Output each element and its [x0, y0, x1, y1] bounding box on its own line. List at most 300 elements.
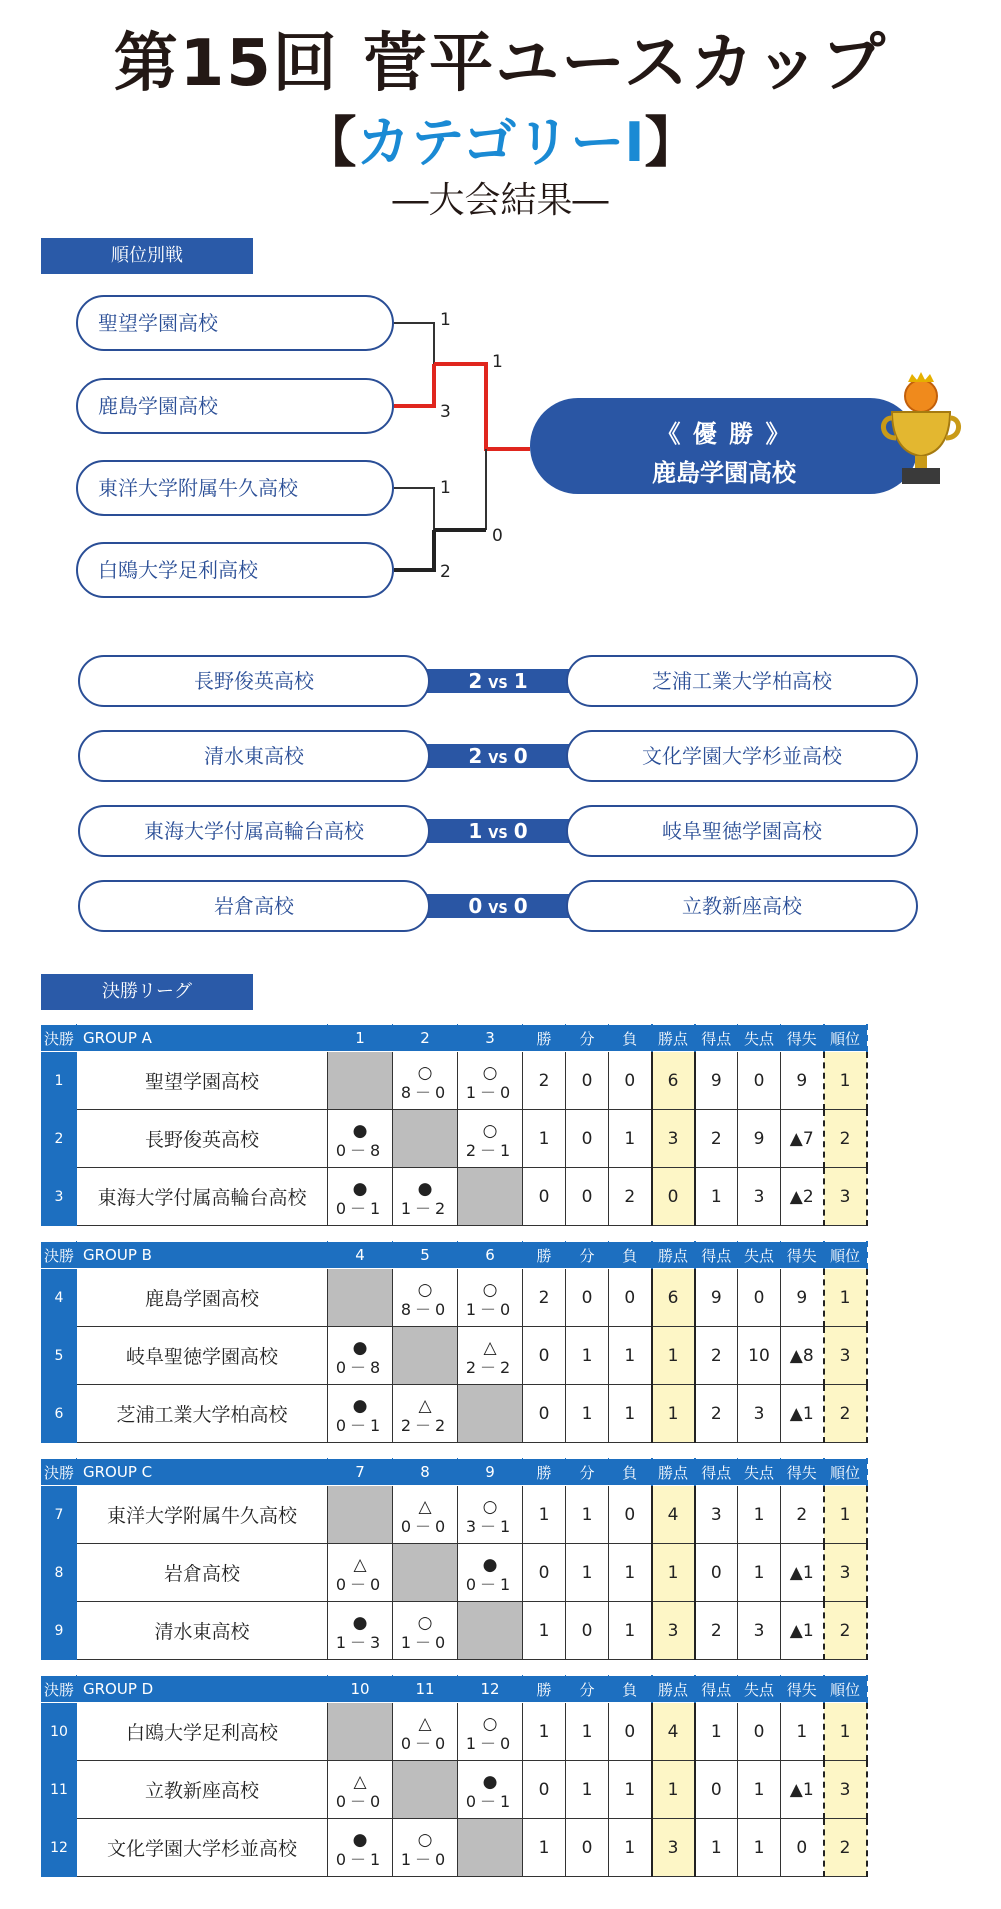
- result-score: 0－0: [400, 1733, 450, 1753]
- self-cell: [328, 1052, 393, 1110]
- stat-value: 1: [652, 1761, 695, 1819]
- match-right-team: 文化学園大学杉並高校: [566, 730, 918, 782]
- header-stat: 分: [566, 1459, 609, 1486]
- stat-value: 1: [738, 1544, 781, 1602]
- header-stat: 勝: [523, 1242, 566, 1269]
- self-cell: [458, 1168, 523, 1226]
- result-symbol: ○: [482, 1713, 498, 1734]
- header-stat: 勝: [523, 1025, 566, 1052]
- stat-value: 1: [609, 1602, 652, 1660]
- result-symbol: ○: [417, 1829, 433, 1850]
- match-score: 2 VS 0: [468, 744, 528, 768]
- stat-value: 3: [695, 1486, 738, 1544]
- stat-value: ▲1: [781, 1602, 824, 1660]
- stat-value: 1: [609, 1327, 652, 1385]
- stat-value: 1: [523, 1703, 566, 1761]
- result-symbol: △: [483, 1337, 497, 1358]
- table-row: [42, 1327, 867, 1385]
- result-score: 1－0: [465, 1299, 515, 1319]
- match-result: [328, 1819, 393, 1877]
- match-result: [458, 1052, 523, 1110]
- result-symbol: ○: [482, 1120, 498, 1141]
- header-opponent-no: 8: [393, 1459, 458, 1486]
- header-stat: 勝: [523, 1676, 566, 1703]
- match-result: [328, 1110, 393, 1168]
- header-stat: 失点: [738, 1242, 781, 1269]
- header-opponent-no: 9: [458, 1459, 523, 1486]
- match-result: [393, 1703, 458, 1761]
- stat-value: 2: [523, 1269, 566, 1327]
- match-result: [328, 1544, 393, 1602]
- stat-value: 1: [695, 1703, 738, 1761]
- match-left-team: 長野俊英高校: [78, 655, 430, 707]
- team-number: 1: [42, 1052, 77, 1110]
- stat-value: 2: [695, 1385, 738, 1443]
- team-number: 5: [42, 1327, 77, 1385]
- self-cell: [458, 1819, 523, 1877]
- header-stat: 得失: [781, 1459, 824, 1486]
- result-symbol: △: [353, 1554, 367, 1575]
- self-cell: [458, 1602, 523, 1660]
- stat-value: 3: [824, 1761, 867, 1819]
- match-result: [393, 1486, 458, 1544]
- header-kessho: 決勝: [42, 1242, 77, 1269]
- league-table-group-d: [41, 1675, 868, 1877]
- stat-value: 1: [609, 1544, 652, 1602]
- league-table-group-a: [41, 1024, 868, 1226]
- match-result: [458, 1703, 523, 1761]
- match-result: [328, 1385, 393, 1443]
- stat-value: 3: [652, 1602, 695, 1660]
- stat-value: 1: [609, 1110, 652, 1168]
- header-stat: 勝点: [652, 1459, 695, 1486]
- stat-value: 6: [652, 1269, 695, 1327]
- match-score: 2 VS 1: [468, 669, 528, 693]
- result-score: 1－3: [335, 1632, 385, 1652]
- stat-value: 3: [824, 1168, 867, 1226]
- table-row: [42, 1110, 867, 1168]
- stat-value: 3: [824, 1327, 867, 1385]
- stat-value: 0: [566, 1052, 609, 1110]
- result-symbol: ●: [352, 1178, 368, 1199]
- stat-value: 0: [609, 1052, 652, 1110]
- stat-value: 1: [523, 1486, 566, 1544]
- stat-value: 0: [738, 1269, 781, 1327]
- stat-value: 2: [695, 1110, 738, 1168]
- result-symbol: ●: [352, 1337, 368, 1358]
- self-cell: [393, 1761, 458, 1819]
- match-row-3: [78, 805, 918, 857]
- result-score: 0－0: [335, 1791, 385, 1811]
- stat-value: 0: [695, 1761, 738, 1819]
- self-cell: [393, 1544, 458, 1602]
- result-score: 0－0: [400, 1516, 450, 1536]
- result-score: 0－1: [465, 1574, 515, 1594]
- table-row: [42, 1819, 867, 1877]
- stat-value: 2: [824, 1110, 867, 1168]
- stat-value: 0: [523, 1168, 566, 1226]
- stat-value: 1: [566, 1486, 609, 1544]
- bracket-score-3: 1: [440, 478, 451, 498]
- team-name: 文化学園大学杉並高校: [77, 1819, 328, 1877]
- stat-value: 1: [609, 1385, 652, 1443]
- team-name: 東洋大学附属牛久高校: [77, 1486, 328, 1544]
- stat-value: ▲1: [781, 1761, 824, 1819]
- stat-value: 4: [652, 1486, 695, 1544]
- trophy-icon: [878, 372, 964, 488]
- result-symbol: ○: [482, 1062, 498, 1083]
- self-cell: [458, 1385, 523, 1443]
- stat-value: 1: [566, 1544, 609, 1602]
- self-cell: [328, 1486, 393, 1544]
- header-stat: 失点: [738, 1025, 781, 1052]
- team-name: 岩倉高校: [77, 1544, 328, 1602]
- match-right-team: 芝浦工業大学柏高校: [566, 655, 918, 707]
- stat-value: 1: [609, 1819, 652, 1877]
- stat-value: 1: [738, 1819, 781, 1877]
- stat-value: ▲2: [781, 1168, 824, 1226]
- team-number: 8: [42, 1544, 77, 1602]
- match-result: [328, 1168, 393, 1226]
- self-cell: [393, 1327, 458, 1385]
- bracket-team-4: 白鴎大学足利高校: [76, 542, 394, 598]
- stat-value: 2: [609, 1168, 652, 1226]
- bracket-score-2: 3: [440, 402, 451, 422]
- result-symbol: △: [353, 1771, 367, 1792]
- result-symbol: ●: [352, 1395, 368, 1416]
- stat-value: ▲1: [781, 1385, 824, 1443]
- table-row: [42, 1385, 867, 1443]
- stat-value: 0: [523, 1327, 566, 1385]
- self-cell: [393, 1110, 458, 1168]
- header-stat: 失点: [738, 1459, 781, 1486]
- header-stat: 負: [609, 1242, 652, 1269]
- team-name: 鹿島学園高校: [77, 1269, 328, 1327]
- header-opponent-no: 11: [393, 1676, 458, 1703]
- stat-value: 0: [781, 1819, 824, 1877]
- result-symbol: △: [418, 1395, 432, 1416]
- header-opponent-no: 4: [328, 1242, 393, 1269]
- stat-value: 1: [824, 1052, 867, 1110]
- team-name: 聖望学園高校: [77, 1052, 328, 1110]
- result-score: 0－1: [335, 1198, 385, 1218]
- self-cell: [328, 1703, 393, 1761]
- result-score: 2－2: [400, 1415, 450, 1435]
- result-score: 0－8: [335, 1140, 385, 1160]
- stat-value: 0: [566, 1168, 609, 1226]
- match-result: [393, 1052, 458, 1110]
- header-stat: 得失: [781, 1242, 824, 1269]
- match-result: [458, 1327, 523, 1385]
- stat-value: 1: [781, 1703, 824, 1761]
- result-symbol: ○: [482, 1496, 498, 1517]
- team-number: 4: [42, 1269, 77, 1327]
- stat-value: 2: [824, 1819, 867, 1877]
- semi-score-1: 1: [492, 352, 503, 372]
- header-stat: 順位: [824, 1676, 867, 1703]
- stat-value: 0: [695, 1544, 738, 1602]
- stat-value: 1: [695, 1168, 738, 1226]
- stat-value: 9: [695, 1052, 738, 1110]
- stat-value: 1: [566, 1385, 609, 1443]
- result-score: 1－0: [400, 1849, 450, 1869]
- team-number: 9: [42, 1602, 77, 1660]
- header-stat: 得点: [695, 1242, 738, 1269]
- team-number: 3: [42, 1168, 77, 1226]
- page-title: 第15回 菅平ユースカップ: [113, 27, 888, 101]
- stat-value: 1: [652, 1327, 695, 1385]
- header-opponent-no: 5: [393, 1242, 458, 1269]
- stat-value: 1: [566, 1703, 609, 1761]
- match-left-team: 岩倉高校: [78, 880, 430, 932]
- stat-value: 1: [738, 1486, 781, 1544]
- match-row-4: [78, 880, 918, 932]
- stat-value: ▲8: [781, 1327, 824, 1385]
- result-score: 1－0: [465, 1082, 515, 1102]
- self-cell: [328, 1269, 393, 1327]
- result-score: 0－8: [335, 1357, 385, 1377]
- stat-value: 0: [566, 1819, 609, 1877]
- stat-value: 1: [566, 1327, 609, 1385]
- team-name: 長野俊英高校: [77, 1110, 328, 1168]
- result-score: 0－1: [465, 1791, 515, 1811]
- match-left-team: 清水東高校: [78, 730, 430, 782]
- result-heading: ―大会結果―: [392, 180, 609, 221]
- header-stat: 勝点: [652, 1025, 695, 1052]
- match-result: [393, 1819, 458, 1877]
- stat-value: 3: [652, 1819, 695, 1877]
- match-result: [393, 1385, 458, 1443]
- result-score: 1－0: [400, 1632, 450, 1652]
- header-opponent-no: 2: [393, 1025, 458, 1052]
- header-stat: 得失: [781, 1676, 824, 1703]
- result-symbol: ○: [482, 1279, 498, 1300]
- match-score: 1 VS 0: [468, 819, 528, 843]
- stat-value: 3: [738, 1602, 781, 1660]
- header-stat: 勝点: [652, 1242, 695, 1269]
- header-kessho: 決勝: [42, 1459, 77, 1486]
- table-row: [42, 1052, 867, 1110]
- header-stat: 勝: [523, 1459, 566, 1486]
- match-left-team: 東海大学付属高輪台高校: [78, 805, 430, 857]
- result-score: 1－2: [400, 1198, 450, 1218]
- header-stat: 負: [609, 1676, 652, 1703]
- stat-value: 0: [609, 1703, 652, 1761]
- stat-value: 2: [695, 1327, 738, 1385]
- stat-value: 1: [824, 1703, 867, 1761]
- league-table-group-b: [41, 1241, 868, 1443]
- bracket-team-1: 聖望学園高校: [76, 295, 394, 351]
- stat-value: 2: [523, 1052, 566, 1110]
- table-row: [42, 1544, 867, 1602]
- stat-value: ▲7: [781, 1110, 824, 1168]
- result-symbol: △: [418, 1713, 432, 1734]
- table-row: [42, 1761, 867, 1819]
- team-name: 芝浦工業大学柏高校: [77, 1385, 328, 1443]
- stat-value: 0: [523, 1761, 566, 1819]
- match-result: [328, 1761, 393, 1819]
- bracket-team-2: 鹿島学園高校: [76, 378, 394, 434]
- header-opponent-no: 1: [328, 1025, 393, 1052]
- result-score: 3－1: [465, 1516, 515, 1536]
- header-stat: 負: [609, 1025, 652, 1052]
- match-score: 0 VS 0: [468, 894, 528, 918]
- stat-value: 9: [781, 1052, 824, 1110]
- stat-value: 0: [609, 1486, 652, 1544]
- stat-value: 2: [824, 1385, 867, 1443]
- result-score: 0－1: [335, 1849, 385, 1869]
- stat-value: 0: [652, 1168, 695, 1226]
- semi-score-2: 0: [492, 526, 503, 546]
- stat-value: 0: [566, 1110, 609, 1168]
- champion-label: 《 優 勝 》: [656, 420, 792, 448]
- header-stat: 順位: [824, 1242, 867, 1269]
- match-row-1: [78, 655, 918, 707]
- league-table-group-c: [41, 1458, 868, 1660]
- stat-value: 1: [652, 1544, 695, 1602]
- header-stat: 得点: [695, 1025, 738, 1052]
- match-result: [393, 1602, 458, 1660]
- team-number: 10: [42, 1703, 77, 1761]
- result-symbol: ●: [352, 1829, 368, 1850]
- match-result: [328, 1602, 393, 1660]
- result-symbol: ●: [352, 1612, 368, 1633]
- table-row: [42, 1703, 867, 1761]
- result-score: 0－1: [335, 1415, 385, 1435]
- stat-value: 1: [523, 1602, 566, 1660]
- match-row-2: [78, 730, 918, 782]
- match-result: [458, 1486, 523, 1544]
- bracket-left: 【: [302, 111, 357, 174]
- header-opponent-no: 12: [458, 1676, 523, 1703]
- team-number: 12: [42, 1819, 77, 1877]
- header-opponent-no: 6: [458, 1242, 523, 1269]
- header-stat: 順位: [824, 1025, 867, 1052]
- header-opponent-no: 3: [458, 1025, 523, 1052]
- stat-value: ▲1: [781, 1544, 824, 1602]
- team-name: 清水東高校: [77, 1602, 328, 1660]
- result-score: 1－0: [465, 1733, 515, 1753]
- result-score: 0－0: [335, 1574, 385, 1594]
- team-name: 東海大学付属高輪台高校: [77, 1168, 328, 1226]
- match-right-team: 立教新座高校: [566, 880, 918, 932]
- section-league: 決勝リーグ: [41, 974, 253, 1010]
- match-result: [458, 1110, 523, 1168]
- header-stat: 順位: [824, 1459, 867, 1486]
- category-name: カテゴリーⅠ: [356, 111, 645, 174]
- table-row: [42, 1602, 867, 1660]
- stat-value: 3: [738, 1168, 781, 1226]
- team-name: 岐阜聖徳学園高校: [77, 1327, 328, 1385]
- section-ranking: 順位別戦: [41, 238, 253, 274]
- stat-value: 9: [781, 1269, 824, 1327]
- match-result: [393, 1269, 458, 1327]
- header-kessho: 決勝: [42, 1025, 77, 1052]
- stat-value: 1: [609, 1761, 652, 1819]
- header-stat: 得点: [695, 1676, 738, 1703]
- table-row: [42, 1486, 867, 1544]
- stat-value: 1: [824, 1269, 867, 1327]
- header-opponent-no: 7: [328, 1459, 393, 1486]
- result-score: 2－2: [465, 1357, 515, 1377]
- group-name: GROUP A: [77, 1025, 328, 1052]
- stat-value: 1: [566, 1761, 609, 1819]
- result-symbol: ●: [417, 1178, 433, 1199]
- header-stat: 分: [566, 1025, 609, 1052]
- header-stat: 得失: [781, 1025, 824, 1052]
- header-kessho: 決勝: [42, 1676, 77, 1703]
- result-symbol: ●: [482, 1771, 498, 1792]
- stat-value: 1: [523, 1819, 566, 1877]
- stat-value: 2: [695, 1602, 738, 1660]
- group-name: GROUP D: [77, 1676, 328, 1703]
- stat-value: 0: [609, 1269, 652, 1327]
- stat-value: 3: [652, 1110, 695, 1168]
- table-row: [42, 1168, 867, 1226]
- result-symbol: ●: [482, 1554, 498, 1575]
- stat-value: 3: [824, 1544, 867, 1602]
- header-stat: 分: [566, 1676, 609, 1703]
- result-score: 2－1: [465, 1140, 515, 1160]
- team-number: 2: [42, 1110, 77, 1168]
- group-name: GROUP C: [77, 1459, 328, 1486]
- stat-value: 1: [738, 1761, 781, 1819]
- header-stat: 得点: [695, 1459, 738, 1486]
- match-result: [328, 1327, 393, 1385]
- stat-value: 0: [738, 1052, 781, 1110]
- stat-value: 1: [523, 1110, 566, 1168]
- header-opponent-no: 10: [328, 1676, 393, 1703]
- team-number: 6: [42, 1385, 77, 1443]
- stat-value: 0: [523, 1385, 566, 1443]
- match-result: [458, 1761, 523, 1819]
- header-stat: 負: [609, 1459, 652, 1486]
- result-symbol: ●: [352, 1120, 368, 1141]
- header-stat: 失点: [738, 1676, 781, 1703]
- team-number: 7: [42, 1486, 77, 1544]
- table-row: [42, 1269, 867, 1327]
- champion-box: [530, 398, 918, 494]
- bracket-score-1: 1: [440, 310, 451, 330]
- stat-value: 0: [523, 1544, 566, 1602]
- match-result: [458, 1269, 523, 1327]
- match-result: [393, 1168, 458, 1226]
- stat-value: 2: [824, 1602, 867, 1660]
- stat-value: 9: [738, 1110, 781, 1168]
- bracket-right: 】: [644, 111, 699, 174]
- match-right-team: 岐阜聖徳学園高校: [566, 805, 918, 857]
- stat-value: 1: [652, 1385, 695, 1443]
- result-symbol: ○: [417, 1612, 433, 1633]
- bracket-score-4: 2: [440, 562, 451, 582]
- result-symbol: ○: [417, 1062, 433, 1083]
- stat-value: 6: [652, 1052, 695, 1110]
- match-result: [458, 1544, 523, 1602]
- header-stat: 分: [566, 1242, 609, 1269]
- stat-value: 0: [566, 1602, 609, 1660]
- result-symbol: ○: [417, 1279, 433, 1300]
- stat-value: 3: [738, 1385, 781, 1443]
- champion-team: 鹿島学園高校: [652, 459, 796, 487]
- stat-value: 0: [566, 1269, 609, 1327]
- team-name: 立教新座高校: [77, 1761, 328, 1819]
- stat-value: 1: [824, 1486, 867, 1544]
- result-score: 8－0: [400, 1082, 450, 1102]
- group-name: GROUP B: [77, 1242, 328, 1269]
- result-score: 8－0: [400, 1299, 450, 1319]
- team-name: 白鴎大学足利高校: [77, 1703, 328, 1761]
- stat-value: 2: [781, 1486, 824, 1544]
